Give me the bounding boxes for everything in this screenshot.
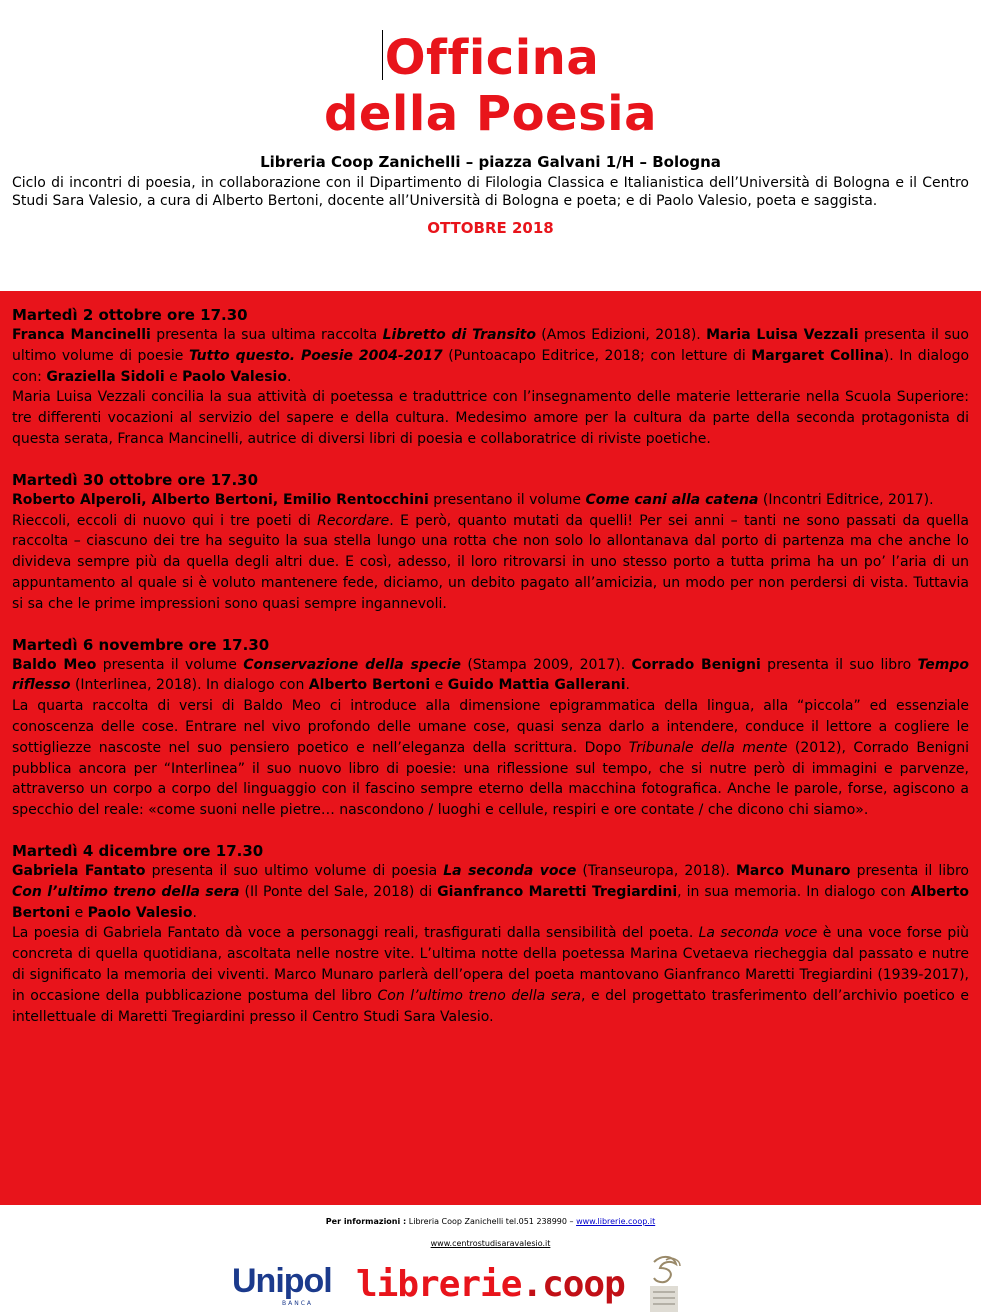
unipol-logo-sub: BANCA bbox=[282, 1300, 314, 1307]
summary-text: (Stampa 2009, 2017). bbox=[460, 656, 632, 673]
book-title: Recordare bbox=[317, 512, 390, 529]
sponsor-logos bbox=[0, 1250, 981, 1312]
author-name: Maria Luisa Vezzali bbox=[706, 327, 859, 343]
event-summary bbox=[12, 861, 969, 923]
event-date: Martedì 2 ottobre ore 17.30 bbox=[12, 306, 248, 324]
book-title: Tutto questo. Poesie 2004-2017 bbox=[188, 347, 443, 364]
author-name: Franca Mancinelli bbox=[12, 327, 151, 343]
event-description bbox=[12, 511, 969, 615]
summary-text: . bbox=[286, 368, 292, 385]
event-summary bbox=[12, 655, 969, 697]
event-date: Martedì 30 ottobre ore 17.30 bbox=[12, 470, 259, 489]
summary-text: (Interlinea, 2018). In dialogo con bbox=[70, 677, 309, 694]
title-line-1: Officina bbox=[384, 30, 600, 86]
title-line-2: della Poesia bbox=[323, 86, 658, 142]
month-heading: OTTOBRE 2018 bbox=[427, 219, 554, 237]
event-description bbox=[12, 696, 969, 821]
summary-text: (Il Ponte del Sale, 2018) di bbox=[239, 883, 438, 900]
event-description: Maria Luisa Vezzali concilia la sua attività di poetessa e traduttrice con l’insegnamento delle materie letterarie nella Scuola Superiore: tre differenti vocazioni al servizio del sapere e della cultura. Medesimo amore per la cultura da parte della seconda protagonista di questa serata, Franca Mancinelli, autrice di diversi libri di poesia e collaboratrice di riviste poetiche. bbox=[12, 389, 969, 447]
summary-text: , in sua memoria. In dialogo con bbox=[677, 883, 911, 900]
event-description bbox=[12, 923, 969, 1027]
summary-text: . bbox=[192, 904, 197, 921]
event-2 bbox=[12, 470, 969, 615]
summary-text: presenta il suo libro bbox=[760, 656, 918, 673]
guest-name: Alberto Bertoni bbox=[308, 677, 431, 694]
unipol-logo: Unipol bbox=[232, 1262, 332, 1300]
footer-site bbox=[0, 1238, 981, 1250]
info-text: Libreria Coop Zanichelli tel.051 238990 – bbox=[406, 1217, 577, 1226]
event-date: Martedì 4 dicembre ore 17.30 bbox=[12, 841, 264, 860]
book-title: La seconda voce bbox=[698, 925, 818, 942]
summary-text: presenta la sua ultima raccolta bbox=[150, 327, 383, 343]
summary-text: presenta il volume bbox=[96, 656, 244, 673]
description-text: Rieccoli, eccoli di nuovo qui i tre poeti di bbox=[12, 512, 318, 529]
summary-text: presenta il suo ultimo volume di poesie bbox=[12, 327, 969, 364]
guest-name: Alberto Bertoni bbox=[12, 883, 969, 921]
author-name: Marco Munaro bbox=[735, 862, 851, 879]
text-cursor bbox=[382, 30, 383, 80]
reader-name: Margaret Collina bbox=[751, 347, 884, 364]
event-date: Martedì 6 novembre ore 17.30 bbox=[12, 635, 270, 654]
book-title: Tribunale della mente bbox=[628, 739, 788, 756]
summary-text: ). In dialogo con: bbox=[12, 347, 970, 385]
book-title: Tempo riflesso bbox=[12, 656, 969, 694]
event-4 bbox=[12, 841, 969, 1027]
summary-text: (Puntoacapo Editrice, 2018; con letture di bbox=[442, 347, 752, 364]
book-title: Con l’ultimo treno della sera bbox=[12, 883, 240, 900]
guest-name: Paolo Valesio bbox=[87, 904, 193, 921]
author-name: Baldo Meo bbox=[12, 656, 97, 673]
event-summary bbox=[12, 325, 969, 387]
summary-text: (Incontri Editrice, 2017). bbox=[758, 491, 934, 508]
footer-info bbox=[0, 1216, 981, 1228]
author-name: Gianfranco Maretti Tregiardini bbox=[437, 883, 678, 900]
page-title bbox=[0, 0, 981, 142]
author-name: Corrado Benigni bbox=[631, 656, 761, 673]
librerie-coop-link[interactable]: www.librerie.coop.it bbox=[576, 1217, 656, 1226]
guest-name: Paolo Valesio bbox=[182, 368, 287, 385]
summary-text: (Transeuropa, 2018). bbox=[576, 862, 736, 879]
description-text: . E però, quanto mutati da quelli! Per sei anni – tanti ne sono passati da quella raccolta – ciascuno dei tre ha seguito la sua stella lungo una rotta che non solo lo allontanava dal porto di partenza ma che anche lo divideva sempre più da quella degli altri due. E così, adesso, il loro ritrovarsi in uno stesso porto a tutta prima ha un po’ l’aria di un appuntamento al quale si è voluto mantenere fede, diciamo, un debito pagato all’amicizia, un modo per non perdersi di vista. Tuttavia si sa che le prime impressioni sono quasi sempre ingannevoli. bbox=[12, 512, 969, 612]
book-title: Con l’ultimo treno della sera bbox=[377, 987, 581, 1004]
centro-studi-seal-icon bbox=[640, 1254, 688, 1312]
librerie-coop-logo bbox=[356, 1264, 625, 1305]
summary-text: . bbox=[625, 677, 630, 694]
description-text: La poesia di Gabriela Fantato dà voce a personaggi reali, trasfigurati dalla sensibilità del poeta. bbox=[12, 925, 699, 942]
coop-logo-part-b: .coop bbox=[521, 1264, 625, 1305]
book-title: Come cani alla catena bbox=[585, 491, 759, 508]
book-title: La seconda voce bbox=[443, 862, 577, 879]
guest-name: Graziella Sidoli bbox=[46, 368, 165, 385]
centro-studi-link[interactable]: www.centrostudisaravalesio.it bbox=[430, 1239, 551, 1248]
events-panel bbox=[0, 291, 981, 1205]
author-name: Roberto Alperoli, Alberto Bertoni, Emilio Rentocchini bbox=[12, 491, 429, 508]
description-text: è una voce forse più concreta di quella quotidiana, ascoltata nelle nostre vite. L’ultima notte della poetessa Marina Cvetaeva riecheggia dal passato e nutre di significato la memoria dei viventi. Marco Munaro parlerà dell’opera del poeta mantovano Gianfranco Maretti Tregiardini (1939-2017), in occasione della pubblicazione postuma del libro bbox=[12, 925, 969, 1004]
description-text: (2012), Corrado Benigni pubblica ancora per “Interlinea” il suo nuovo libro di poesie: una riflessione sul tempo, che si nutre però di immagini e parvenze, attraverso un corpo a corpo del linguaggio con il fascino sempre eterno della macchina fotografica. Anche le parole, forse, agiscono a specchio del reale: «come suoni nelle pietre… nascondono / luoghi e cellule, respiri e ore contate / che dicono chi siamo». bbox=[12, 739, 969, 819]
book-title: Libretto di Transito bbox=[382, 327, 536, 343]
event-3 bbox=[12, 635, 969, 821]
info-label: Per informazioni : bbox=[325, 1217, 407, 1226]
author-name: Gabriela Fantato bbox=[12, 862, 146, 879]
intro-paragraph: Ciclo di incontri di poesia, in collaborazione con il Dipartimento di Filologia Classica e Italianistica dell’Università di Bologna e il Centro Studi Sara Valesio, a cura di Alberto Bertoni, docente all’Università di Bologna e poeta; e di Paolo Valesio, poeta e saggista. bbox=[12, 175, 969, 209]
summary-text: (Amos Edizioni, 2018). bbox=[535, 327, 707, 343]
description-text: , e del progettato trasferimento dell’archivio poetico e intellettuale di Maretti Tregiardini presso il Centro Studi Sara Valesio. bbox=[12, 987, 969, 1025]
summary-text: presenta il libro bbox=[850, 862, 969, 879]
summary-text: e bbox=[430, 677, 448, 694]
summary-text: e bbox=[164, 368, 183, 385]
event-1 bbox=[12, 305, 969, 450]
venue-line: Libreria Coop Zanichelli – piazza Galvani 1/H – Bologna bbox=[260, 153, 721, 171]
guest-name: Guido Mattia Gallerani bbox=[447, 677, 626, 694]
event-summary bbox=[12, 490, 969, 511]
summary-text: presenta il suo ultimo volume di poesia bbox=[145, 862, 444, 879]
book-title: Conservazione della specie bbox=[243, 656, 461, 673]
summary-text: e bbox=[70, 904, 88, 921]
description-text: La quarta raccolta di versi di Baldo Meo ci introduce alla dimensione epigrammatica della lingua, alla “piccola” ed essenziale conoscenza delle cose. Entrare nel vivo profondo delle umane cose, quasi senza darlo a intendere, conduce il lettore a cogliere le sottigliezze nascoste nel suo pensiero poetico e nell’eleganza della scrittura. Dopo bbox=[12, 698, 969, 756]
coop-logo-part-a: librerie bbox=[356, 1264, 522, 1305]
summary-text: presentano il volume bbox=[428, 491, 586, 508]
